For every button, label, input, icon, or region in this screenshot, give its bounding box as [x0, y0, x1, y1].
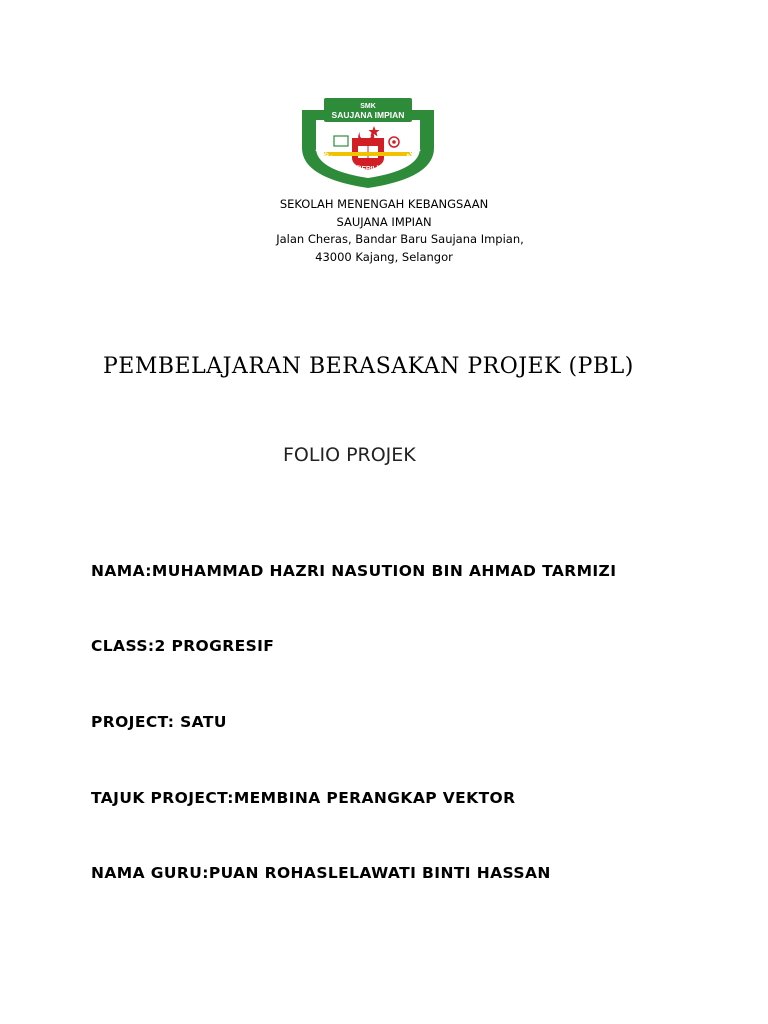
field-tajuk: TAJUK PROJECT:MEMBINA PERANGKAP VEKTOR — [91, 789, 516, 807]
field-class: CLASS:2 PROGRESIF — [91, 637, 275, 655]
field-guru: NAMA GURU:PUAN ROHASLELAWATI BINTI HASSAN — [91, 864, 551, 882]
logo-banner-top: SMK — [360, 103, 376, 110]
field-nama: NAMA:MUHAMMAD HAZRI NASUTION BIN AHMAD TARMIZI — [91, 562, 617, 580]
logo-motto: BERAKHLAK BERILMU BERBAKTI — [313, 146, 423, 174]
document-title: PEMBELAJARAN BERASAKAN PROJEK (PBL) — [103, 354, 634, 379]
school-name-line1: SEKOLAH MENENGAH KEBANGSAAN — [279, 197, 489, 211]
school-street: Jalan Cheras, Bandar Baru Saujana Impian, — [276, 232, 524, 246]
field-project: PROJECT: SATU — [91, 713, 227, 731]
school-city: 43000 Kajang, Selangor — [315, 249, 453, 264]
school-logo — [294, 96, 442, 190]
computer-icon — [334, 136, 348, 146]
logo-banner-main: SAUJANA IMPIAN — [331, 110, 405, 120]
school-address — [0, 196, 768, 266]
school-name-line2: SAUJANA IMPIAN — [336, 214, 432, 229]
document-subtitle: FOLIO PROJEK — [283, 444, 416, 466]
logo-band — [324, 152, 412, 156]
